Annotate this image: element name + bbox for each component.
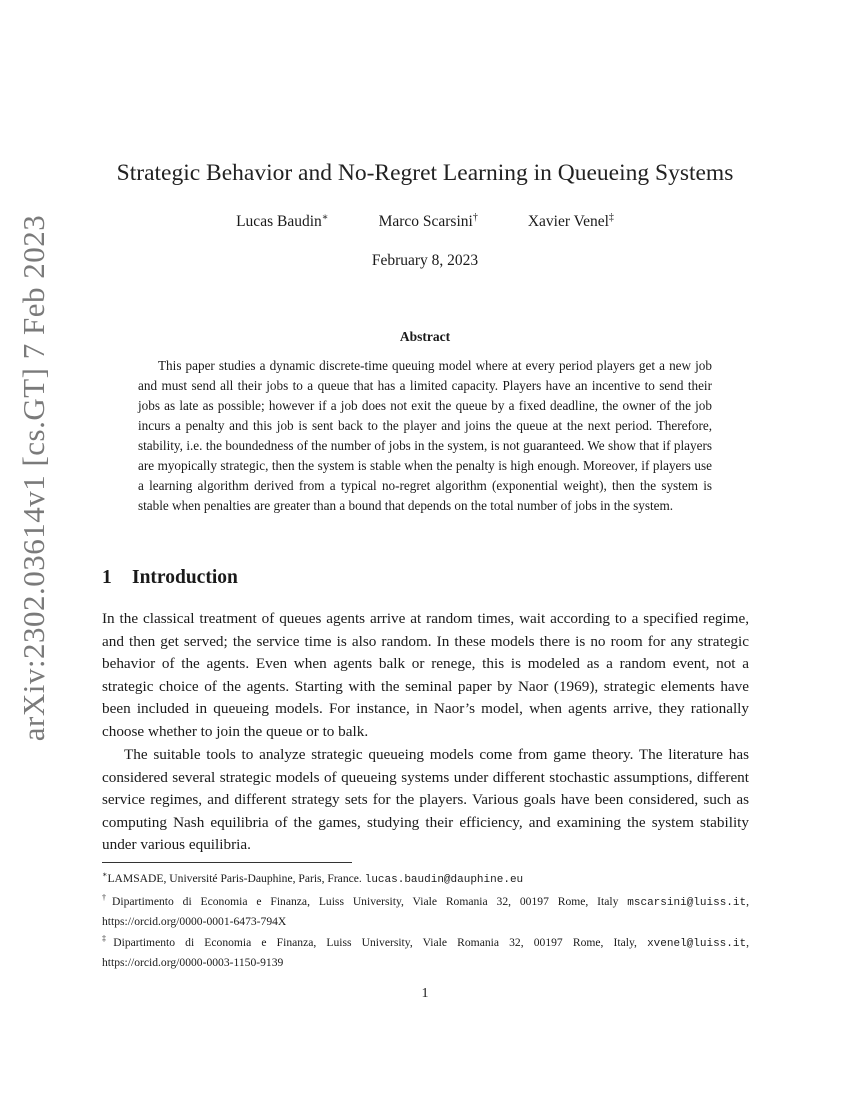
intro-paragraph-1: In the classical treatment of queues agents arrive at random times, wait according to a specified regime, and then get served; the service time is also random. In these models there is no room for any strategic behavior of the agents. Even when agents balk or renege, this is modeled as a random event, not a strategic choice of the agents. Starting with the seminal paper by Naor (1969), strategic elements have been included in queueing models. For instance, in Naor’s model, when agents arrive, they rationally choose whether to join the queue or to balk. xyxy=(102,610,749,740)
section-number: 1 xyxy=(102,567,112,588)
page-number: 1 xyxy=(421,986,429,1001)
footnote-3: ‡Dipartimento di Economia e Finanza, Luiss University, Viale Romania 32, 00197 Rome, Italy, xvenel@luiss.it, https://orcid.org/0000-0003-1150-9139 xyxy=(102,934,749,969)
publication-date: February 8, 2023 xyxy=(371,252,479,269)
arxiv-identifier-stamp: arXiv:2302.03614v1 [cs.GT] 7 Feb 2023 xyxy=(16,214,51,742)
author-3: Xavier Venel‡ xyxy=(527,212,614,231)
abstract-heading: Abstract xyxy=(399,329,451,344)
email-link[interactable]: xvenel@luiss.it xyxy=(647,938,747,951)
section-heading-introduction xyxy=(102,567,238,589)
paper-title: Strategic Behavior and No-Regret Learning in Queueing Systems xyxy=(116,160,734,186)
abstract-text: This paper studies a dynamic discrete-time queuing model where at every period players get a new job and must send all their jobs to a queue that has a limited capacity. Players have an incentive to send their jobs as late as possible; however if a job does not exit the queue by a fixed deadline, the owner of the job incurs a penalty and this job is sent back to the player and joins the queue at the next period. Therefore, stability, i.e. the boundedness of the number of jobs in the system, is not guaranteed. We show that if players are myopically strategic, then the system is stable when the penalty is high enough. Moreover, if players use a learning algorithm derived from a typical no-regret algorithm (exponential weight), then the system is stable when penalties are greater than a bound that depends on the total number of jobs in the system. xyxy=(138,358,712,513)
email-link[interactable]: lucas.baudin@dauphine.eu xyxy=(364,873,524,886)
author-list xyxy=(0,212,850,231)
footnote-2: †Dipartimento di Economia e Finanza, Luiss University, Viale Romania 32, 00197 Rome, Italy mscarsini@luiss.it, https://orcid.org/0000-0001-6473-794X xyxy=(102,893,750,928)
footnotes xyxy=(102,866,749,971)
author-1: Lucas Baudin∗ xyxy=(236,212,329,231)
footnote-divider xyxy=(102,862,352,863)
intro-paragraph-2: The suitable tools to analyze strategic queueing models come from game theory. The literature has considered several strategic models of queueing systems under different stochastic assumptions, different service regimes, and different strategy sets for the players. Various goals have been considered, such as computing Nash equilibria of the games, studying their efficiency, and examining the system stability under various equilibria. xyxy=(102,746,749,854)
footnote-1: ∗LAMSADE, Université Paris-Dauphine, Paris, France. lucas.baudin@dauphine.eu xyxy=(102,870,524,886)
section-title: Introduction xyxy=(132,567,238,588)
author-2: Marco Scarsini† xyxy=(378,212,478,231)
email-link[interactable]: mscarsini@luiss.it xyxy=(627,897,747,910)
